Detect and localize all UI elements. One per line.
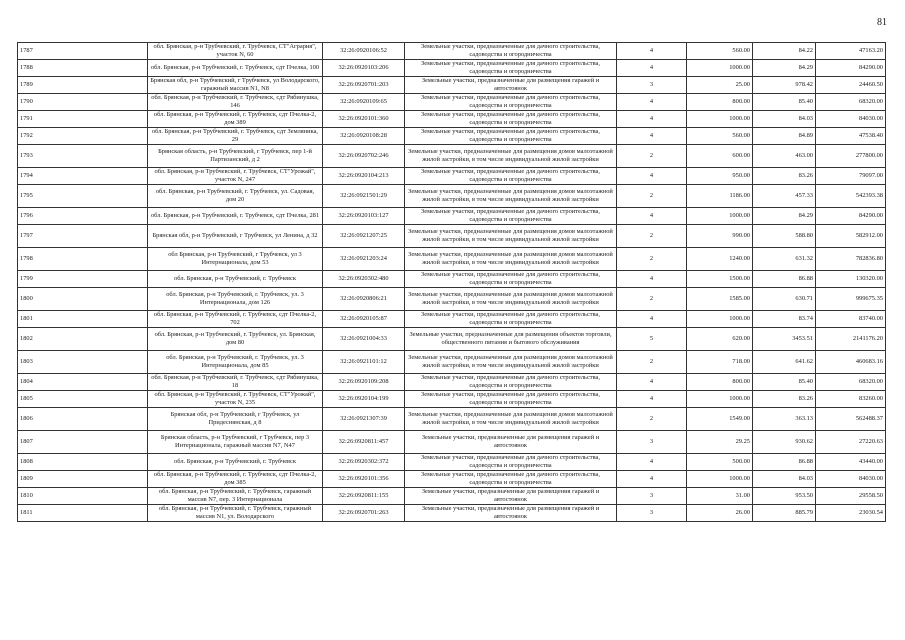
area-cell: 560.00	[687, 43, 753, 60]
row-number: 1810	[18, 488, 148, 505]
category-cell: 5	[617, 328, 687, 351]
row-number: 1793	[18, 145, 148, 168]
address-cell: Брянская область, р-н Трубчевский, г Трубчевск, пер 1-й Партизанский, д 2	[148, 145, 323, 168]
cadastral-value-cell: 2141176.20	[816, 328, 886, 351]
row-number: 1787	[18, 43, 148, 60]
address-cell: Брянская обл, р-н Трубчевский, г Трубчевск, ул Придеснянская, д 8	[148, 408, 323, 431]
cadastral-value-cell: 84290.00	[816, 208, 886, 225]
address-cell: обл. Брянская, р-н Трубчевский, г. Трубчевск, СТ"Урожай", участок N, 235	[148, 391, 323, 408]
address-cell: обл. Брянская, р-н Трубчевский, г. Трубчевск	[148, 454, 323, 471]
cadastral-value-cell: 542393.38	[816, 185, 886, 208]
area-cell: 31.00	[687, 488, 753, 505]
cadastral-value-cell: 83740.00	[816, 311, 886, 328]
cadastral-value-cell: 130320.00	[816, 271, 886, 288]
table-row	[18, 351, 886, 374]
area-cell: 800.00	[687, 374, 753, 391]
table-row	[18, 185, 886, 208]
table-row	[18, 145, 886, 168]
cadastral-number-cell: 32:26:0920104:213	[323, 168, 405, 185]
category-cell: 4	[617, 60, 687, 77]
cadastral-value-cell: 83260.00	[816, 391, 886, 408]
land-use-cell: Земельные участки, предназначенные для размещения гаражей и автостоянок	[405, 505, 617, 522]
table-row	[18, 208, 886, 225]
table-row	[18, 408, 886, 431]
address-cell: обл. Брянская, р-н Трубчевский, г. Трубчевск, ул. Брянская, дом 80	[148, 328, 323, 351]
category-cell: 4	[617, 111, 687, 128]
specific-value-cell: 630.71	[753, 288, 816, 311]
specific-value-cell: 84.29	[753, 208, 816, 225]
area-cell: 718.00	[687, 351, 753, 374]
area-cell: 1000.00	[687, 391, 753, 408]
table-row	[18, 77, 886, 94]
land-use-cell: Земельные участки, предназначенные для дачного строительства, садоводства и огородничества	[405, 391, 617, 408]
specific-value-cell: 3453.51	[753, 328, 816, 351]
row-number: 1806	[18, 408, 148, 431]
table-row	[18, 43, 886, 60]
area-cell: 26.00	[687, 505, 753, 522]
category-cell: 4	[617, 43, 687, 60]
specific-value-cell: 457.33	[753, 185, 816, 208]
cadastral-number-cell: 32:26:0920104:199	[323, 391, 405, 408]
area-cell: 25.00	[687, 77, 753, 94]
cadastral-number-cell: 32:26:0920806:21	[323, 288, 405, 311]
specific-value-cell: 86.88	[753, 454, 816, 471]
table-row	[18, 168, 886, 185]
address-cell: Брянская обл, р-н Трубчевский, г Трубчевск, ул Ленина, д 32	[148, 225, 323, 248]
area-cell: 560.00	[687, 128, 753, 145]
cadastral-value-cell: 277800.00	[816, 145, 886, 168]
specific-value-cell: 978.42	[753, 77, 816, 94]
row-number: 1809	[18, 471, 148, 488]
row-number: 1808	[18, 454, 148, 471]
category-cell: 3	[617, 505, 687, 522]
category-cell: 2	[617, 248, 687, 271]
category-cell: 3	[617, 488, 687, 505]
cadastral-value-cell: 47163.20	[816, 43, 886, 60]
table-row	[18, 431, 886, 454]
specific-value-cell: 85.40	[753, 374, 816, 391]
specific-value-cell: 85.40	[753, 94, 816, 111]
category-cell: 4	[617, 94, 687, 111]
table-body	[18, 43, 886, 522]
land-use-cell: Земельные участки, предназначенные для дачного строительства, садоводства и огородничества	[405, 111, 617, 128]
cadastral-value-cell: 84290.00	[816, 60, 886, 77]
category-cell: 4	[617, 471, 687, 488]
address-cell: обл. Брянская, р-н Трубчевский, г. Трубчевск, СТ"Агрария", участок N, 60	[148, 43, 323, 60]
table-row	[18, 225, 886, 248]
cadastral-number-cell: 32:26:0920302:372	[323, 454, 405, 471]
row-number: 1807	[18, 431, 148, 454]
category-cell: 2	[617, 408, 687, 431]
row-number: 1800	[18, 288, 148, 311]
specific-value-cell: 84.03	[753, 471, 816, 488]
land-use-cell: Земельные участки, предназначенные для размещения домов малоэтажной жилой застройки, в том числе индивидуальной жилой застройки	[405, 225, 617, 248]
land-use-cell: Земельные участки, предназначенные для размещения домов малоэтажной жилой застройки, в том числе индивидуальной жилой застройки	[405, 248, 617, 271]
category-cell: 4	[617, 271, 687, 288]
row-number: 1799	[18, 271, 148, 288]
area-cell: 950.00	[687, 168, 753, 185]
category-cell: 4	[617, 208, 687, 225]
specific-value-cell: 930.62	[753, 431, 816, 454]
cadastral-number-cell: 32:26:0920811:457	[323, 431, 405, 454]
address-cell: обл. Брянская, р-н Трубчевский, г. Трубчевск, сдт Рябинушка, 146	[148, 94, 323, 111]
land-use-cell: Земельные участки, предназначенные для дачного строительства, садоводства и огородничества	[405, 374, 617, 391]
row-number: 1805	[18, 391, 148, 408]
row-number: 1796	[18, 208, 148, 225]
category-cell: 3	[617, 431, 687, 454]
land-use-cell: Земельные участки, предназначенные для дачного строительства, садоводства и огородничества	[405, 94, 617, 111]
category-cell: 4	[617, 311, 687, 328]
page-number: 81	[877, 17, 887, 28]
area-cell: 1000.00	[687, 111, 753, 128]
cadastral-value-cell: 29558.50	[816, 488, 886, 505]
row-number: 1803	[18, 351, 148, 374]
cadastral-value-cell: 79097.00	[816, 168, 886, 185]
specific-value-cell: 86.88	[753, 271, 816, 288]
land-use-cell: Земельные участки, предназначенные для размещения гаражей и автостоянок	[405, 77, 617, 94]
table-row	[18, 391, 886, 408]
land-use-cell: Земельные участки, предназначенные для дачного строительства, садоводства и огородничества	[405, 208, 617, 225]
cadastral-number-cell: 32:26:0920105:87	[323, 311, 405, 328]
cadastral-value-cell: 562488.37	[816, 408, 886, 431]
address-cell: обл. Брянская, р-н Трубчевский, г. Трубчевск, ул. 3 Интернационала, дом 85	[148, 351, 323, 374]
specific-value-cell: 463.00	[753, 145, 816, 168]
row-number: 1811	[18, 505, 148, 522]
cadastral-number-cell: 32:26:0920109:208	[323, 374, 405, 391]
cadastral-number-cell: 32:26:0921004:33	[323, 328, 405, 351]
specific-value-cell: 885.79	[753, 505, 816, 522]
land-use-cell: Земельные участки, предназначенные для размещения домов малоэтажной жилой застройки, в том числе индивидуальной жилой застройки	[405, 288, 617, 311]
cadastral-number-cell: 32:26:0920103:206	[323, 60, 405, 77]
table-row	[18, 128, 886, 145]
row-number: 1788	[18, 60, 148, 77]
area-cell: 800.00	[687, 94, 753, 111]
land-use-cell: Земельные участки, предназначенные для размещения домов малоэтажной жилой застройки, в том числе индивидуальной жилой застройки	[405, 408, 617, 431]
table-row	[18, 505, 886, 522]
land-use-cell: Земельные участки, предназначенные для дачного строительства, садоводства и огородничества	[405, 471, 617, 488]
row-number: 1797	[18, 225, 148, 248]
cadastral-number-cell: 32:26:0920103:127	[323, 208, 405, 225]
land-use-cell: Земельные участки, предназначенные для дачного строительства, садоводства и огородничества	[405, 43, 617, 60]
land-use-cell: Земельные участки, предназначенные для размещения домов малоэтажной жилой застройки, в том числе индивидуальной жилой застройки	[405, 185, 617, 208]
address-cell: обл. Брянская, р-н Трубчевский, г. Трубчевск, сдт Рябинушка, 18	[148, 374, 323, 391]
cadastral-number-cell: 32:26:0920108:28	[323, 128, 405, 145]
category-cell: 4	[617, 128, 687, 145]
land-use-cell: Земельные участки, предназначенные для дачного строительства, садоводства и огородничества	[405, 311, 617, 328]
cadastral-number-cell: 32:26:0921501:29	[323, 185, 405, 208]
address-cell: обл. Брянская, р-н Трубчевский, г. Трубчевск, сдт Пчелка-2, 702	[148, 311, 323, 328]
cadastral-value-cell: 68320.00	[816, 374, 886, 391]
cadastral-value-cell: 43440.00	[816, 454, 886, 471]
land-use-cell: Земельные участки, предназначенные для размещения домов малоэтажной жилой застройки, в том числе индивидуальной жилой застройки	[405, 351, 617, 374]
area-cell: 990.00	[687, 225, 753, 248]
cadastral-number-cell: 32:26:0920101:356	[323, 471, 405, 488]
category-cell: 2	[617, 145, 687, 168]
address-cell: обл. Брянская, р-н Трубчевский, г. Трубчевск, СТ"Урожай", участок N, 247	[148, 168, 323, 185]
cadastral-number-cell: 32:26:0921101:12	[323, 351, 405, 374]
cadastral-number-cell: 32:26:0920109:65	[323, 94, 405, 111]
land-use-cell: Земельные участки, предназначенные для дачного строительства, садоводства и огородничества	[405, 271, 617, 288]
land-use-cell: Земельные участки, предназначенные для дачного строительства, садоводства и огородничества	[405, 60, 617, 77]
specific-value-cell: 84.89	[753, 128, 816, 145]
specific-value-cell: 83.26	[753, 168, 816, 185]
area-cell: 1000.00	[687, 311, 753, 328]
cadastral-number-cell: 32:26:0920701:263	[323, 505, 405, 522]
area-cell: 1000.00	[687, 471, 753, 488]
cadastral-number-cell: 32:26:0920702:246	[323, 145, 405, 168]
row-number: 1789	[18, 77, 148, 94]
specific-value-cell: 588.80	[753, 225, 816, 248]
cadastral-number-cell: 32:26:0920811:155	[323, 488, 405, 505]
table-row	[18, 374, 886, 391]
specific-value-cell: 641.62	[753, 351, 816, 374]
table-row	[18, 311, 886, 328]
address-cell: Брянская область, р-н Трубчевский, г Трубчевск, пер 3 Интернационала, гаражный массив N7, N47	[148, 431, 323, 454]
land-use-cell: Земельные участки, предназначенные для размещения объектов торговли, общественного питания и бытового обслуживания	[405, 328, 617, 351]
land-use-cell: Земельные участки, предназначенные для дачного строительства, садоводства и огородничества	[405, 454, 617, 471]
cadastral-number-cell: 32:26:0921307:39	[323, 408, 405, 431]
land-use-cell: Земельные участки, предназначенные для размещения гаражей и автостоянок	[405, 488, 617, 505]
land-use-cell: Земельные участки, предназначенные для размещения гаражей и автостоянок	[405, 431, 617, 454]
cadastral-number-cell: 32:26:0921207:25	[323, 225, 405, 248]
cadastral-value-cell: 23030.54	[816, 505, 886, 522]
specific-value-cell: 84.22	[753, 43, 816, 60]
cadastral-value-cell: 68320.00	[816, 94, 886, 111]
cadastral-value-cell: 582912.00	[816, 225, 886, 248]
land-use-cell: Земельные участки, предназначенные для размещения домов малоэтажной жилой застройки, в том числе индивидуальной жилой застройки	[405, 145, 617, 168]
table-row	[18, 454, 886, 471]
row-number: 1804	[18, 374, 148, 391]
table-row	[18, 271, 886, 288]
row-number: 1792	[18, 128, 148, 145]
cadastral-value-cell: 999675.35	[816, 288, 886, 311]
specific-value-cell: 84.29	[753, 60, 816, 77]
row-number: 1794	[18, 168, 148, 185]
land-use-cell: Земельные участки, предназначенные для дачного строительства, садоводства и огородничества	[405, 168, 617, 185]
row-number: 1801	[18, 311, 148, 328]
category-cell: 2	[617, 351, 687, 374]
area-cell: 600.00	[687, 145, 753, 168]
category-cell: 4	[617, 168, 687, 185]
address-cell: обл. Брянская, р-н Трубчевский, г. Трубчевск, сдт Пчелка, 100	[148, 60, 323, 77]
area-cell: 1240.00	[687, 248, 753, 271]
cadastral-value-cell: 84030.00	[816, 111, 886, 128]
address-cell: обл. Брянская, р-н Трубчевский, г. Трубчевск, гаражный массив N7, пер. 3 Интернационала	[148, 488, 323, 505]
area-cell: 1500.00	[687, 271, 753, 288]
table-row	[18, 471, 886, 488]
category-cell: 4	[617, 391, 687, 408]
address-cell: обл. Брянская, р-н Трубчевский, г. Трубчевск, сдт Земляника, 29	[148, 128, 323, 145]
area-cell: 1585.00	[687, 288, 753, 311]
area-cell: 29.25	[687, 431, 753, 454]
category-cell: 4	[617, 454, 687, 471]
address-cell: обл. Брянская, р-н Трубчевский, г. Трубчевск	[148, 271, 323, 288]
address-cell: обл. Брянская, р-н Трубчевский, г. Трубчевск, ул. Садовая, дом 20	[148, 185, 323, 208]
cadastral-value-cell: 24460.50	[816, 77, 886, 94]
table-row	[18, 328, 886, 351]
address-cell: обл. Брянская, р-н Трубчевский, г. Трубчевск, сдт Пчелка-2, дом 385	[148, 471, 323, 488]
cadastral-number-cell: 32:26:0920701:203	[323, 77, 405, 94]
row-number: 1802	[18, 328, 148, 351]
category-cell: 3	[617, 77, 687, 94]
address-cell: обл Брянская, р-н Трубчевский, г Трубчевск, ул 3 Интернационала, дом 53	[148, 248, 323, 271]
category-cell: 2	[617, 288, 687, 311]
address-cell: обл. Брянская, р-н Трубчевский, г. Трубчевск, сдт Пчелка-2, дом 389	[148, 111, 323, 128]
specific-value-cell: 83.74	[753, 311, 816, 328]
cadastral-number-cell: 32:26:0920302:480	[323, 271, 405, 288]
area-cell: 1186.00	[687, 185, 753, 208]
cadastral-number-cell: 32:26:0920101:360	[323, 111, 405, 128]
cadastral-value-cell: 27220.63	[816, 431, 886, 454]
cadastral-number-cell: 32:26:0920106:52	[323, 43, 405, 60]
row-number: 1795	[18, 185, 148, 208]
category-cell: 4	[617, 374, 687, 391]
address-cell: Брянская обл, р-н Трубчевский, г Трубчевск, ул Володарского, гаражный массив N1, N8	[148, 77, 323, 94]
specific-value-cell: 363.13	[753, 408, 816, 431]
area-cell: 500.00	[687, 454, 753, 471]
table-row	[18, 288, 886, 311]
land-use-cell: Земельные участки, предназначенные для дачного строительства, садоводства и огородничества	[405, 128, 617, 145]
address-cell: обл. Брянская, р-н Трубчевский, г. Трубчевск, ул. 3 Интернационала, дом 126	[148, 288, 323, 311]
row-number: 1798	[18, 248, 148, 271]
land-registry-table	[17, 42, 886, 522]
address-cell: обл. Брянская, р-н Трубчевский, г. Трубчевск, сдт Пчелка, 281	[148, 208, 323, 225]
category-cell: 2	[617, 225, 687, 248]
specific-value-cell: 83.26	[753, 391, 816, 408]
specific-value-cell: 631.32	[753, 248, 816, 271]
category-cell: 2	[617, 185, 687, 208]
row-number: 1791	[18, 111, 148, 128]
area-cell: 620.00	[687, 328, 753, 351]
row-number: 1790	[18, 94, 148, 111]
table-row	[18, 94, 886, 111]
table-row	[18, 248, 886, 271]
area-cell: 1549.00	[687, 408, 753, 431]
cadastral-value-cell: 460683.16	[816, 351, 886, 374]
area-cell: 1000.00	[687, 208, 753, 225]
cadastral-value-cell: 84030.00	[816, 471, 886, 488]
cadastral-number-cell: 32:26:0921203:24	[323, 248, 405, 271]
cadastral-value-cell: 47538.40	[816, 128, 886, 145]
specific-value-cell: 953.50	[753, 488, 816, 505]
table-row	[18, 488, 886, 505]
specific-value-cell: 84.03	[753, 111, 816, 128]
address-cell: обл. Брянская, р-н Трубчевский, г. Трубчевск, гаражный массив N1, ул. Володарского	[148, 505, 323, 522]
table-row	[18, 60, 886, 77]
table-row	[18, 111, 886, 128]
area-cell: 1000.00	[687, 60, 753, 77]
cadastral-value-cell: 782836.80	[816, 248, 886, 271]
